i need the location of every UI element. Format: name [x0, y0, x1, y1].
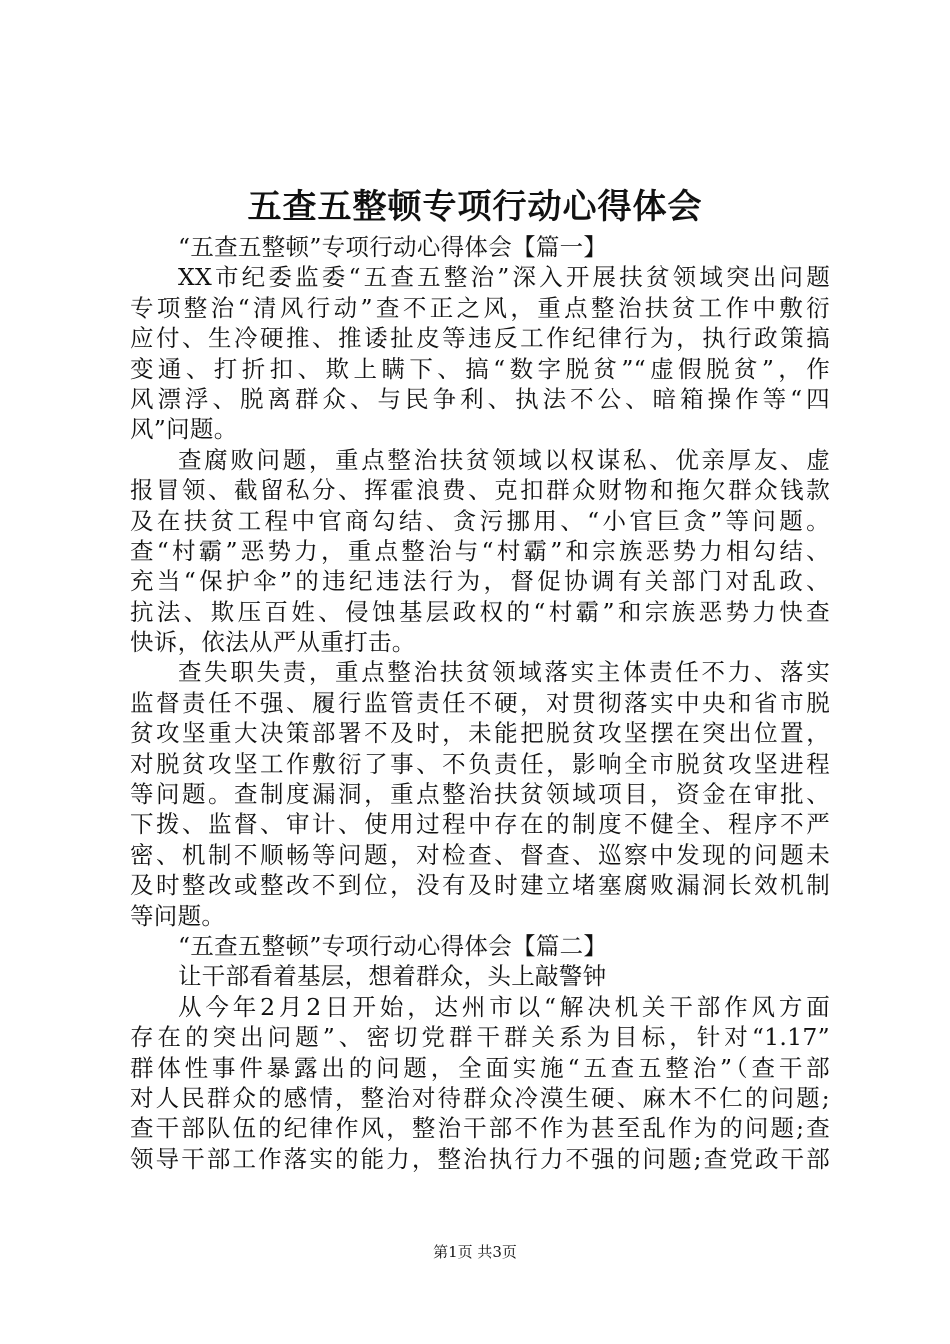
text-line: 报冒领、截留私分、挥霍浪费、克扣群众财物和拖欠群众钱款 — [130, 476, 830, 505]
text-line: 贫攻坚重大决策部署不及时，未能把脱贫攻坚摆在突出位置， — [130, 719, 830, 748]
text-line: “五查五整顿”专项行动心得体会【篇二】 — [178, 931, 608, 960]
text-line: 下拨、监督、审计、使用过程中存在的制度不健全、程序不严 — [130, 810, 830, 839]
page-footer: 第1页 共3页 — [433, 1243, 517, 1261]
text-line: 查腐败问题，重点整治扶贫领域以权谋私、优亲厚友、虚 — [178, 445, 830, 474]
text-line: 应付、生冷硬推、推诿扯皮等违反工作纪律行为，执行政策搞 — [130, 324, 830, 353]
document-body — [130, 232, 830, 1174]
text-line: 领导干部工作落实的能力，整治执行力不强的问题;查党政干部 — [130, 1144, 830, 1173]
document-title: 五查五整顿专项行动心得体会 — [247, 187, 703, 227]
text-line: 密、机制不顺畅等问题，对检查、督查、巡察中发现的问题未 — [130, 840, 830, 869]
text-line: 抗法、欺压百姓、侵蚀基层政权的“村霸”和宗族恶势力快查 — [130, 597, 830, 626]
text-line: 等问题。查制度漏洞，重点整治扶贫领域项目，资金在审批、 — [130, 780, 830, 809]
text-line: 等问题。 — [130, 901, 226, 930]
text-line: 对脱贫攻坚工作敷衍了事、不负责任，影响全市脱贫攻坚进程 — [130, 749, 830, 778]
text-line: 变通、打折扣、欺上瞒下、搞“数字脱贫”“虚假脱贫”，作 — [130, 354, 830, 383]
text-line: “五查五整顿”专项行动心得体会【篇一】 — [178, 233, 608, 261]
text-line: 专项整治“清风行动”查不正之风，重点整治扶贫工作中敷衍 — [130, 293, 830, 322]
text-line: 充当“保护伞”的违纪违法行为，督促协调有关部门对乱政、 — [130, 567, 830, 596]
text-line: 对人民群众的感情，整治对待群众冷漠生硬、麻木不仁的问题; — [130, 1083, 830, 1112]
text-line: XX市纪委监委“五查五整治”深入开展扶贫领域突出问题 — [178, 263, 830, 292]
text-line: 查失职失责，重点整治扶贫领域落实主体责任不力、落实 — [178, 658, 830, 687]
text-line: 监督责任不强、履行监管责任不硬，对贯彻落实中央和省市脱 — [130, 688, 830, 717]
text-line: 从今年2月2日开始，达州市以“解决机关干部作风方面 — [178, 992, 830, 1021]
text-line: 让干部看着基层，想着群众，头上敲警钟 — [178, 962, 607, 991]
text-line: 及在扶贫工程中官商勾结、贪污挪用、“小官巨贪”等问题。 — [130, 506, 830, 535]
text-line: 及时整改或整改不到位，没有及时建立堵塞腐败漏洞长效机制 — [130, 871, 830, 900]
text-line: 查干部队伍的纪律作风，整治干部不作为甚至乱作为的问题;查 — [130, 1114, 830, 1143]
text-line: 风漂浮、脱离群众、与民争利、执法不公、暗箱操作等“四 — [130, 384, 830, 413]
text-line: 查“村霸”恶势力，重点整治与“村霸”和宗族恶势力相勾结、 — [130, 536, 830, 565]
text-line: 群体性事件暴露出的问题，全面实施“五查五整治”（查干部 — [130, 1053, 830, 1082]
text-line: 快诉，依法从严从重打击。 — [130, 628, 416, 657]
text-line: 风”问题。 — [130, 415, 238, 444]
text-line: 存在的突出问题”、密切党群干群关系为目标，针对“1.17” — [130, 1023, 830, 1052]
